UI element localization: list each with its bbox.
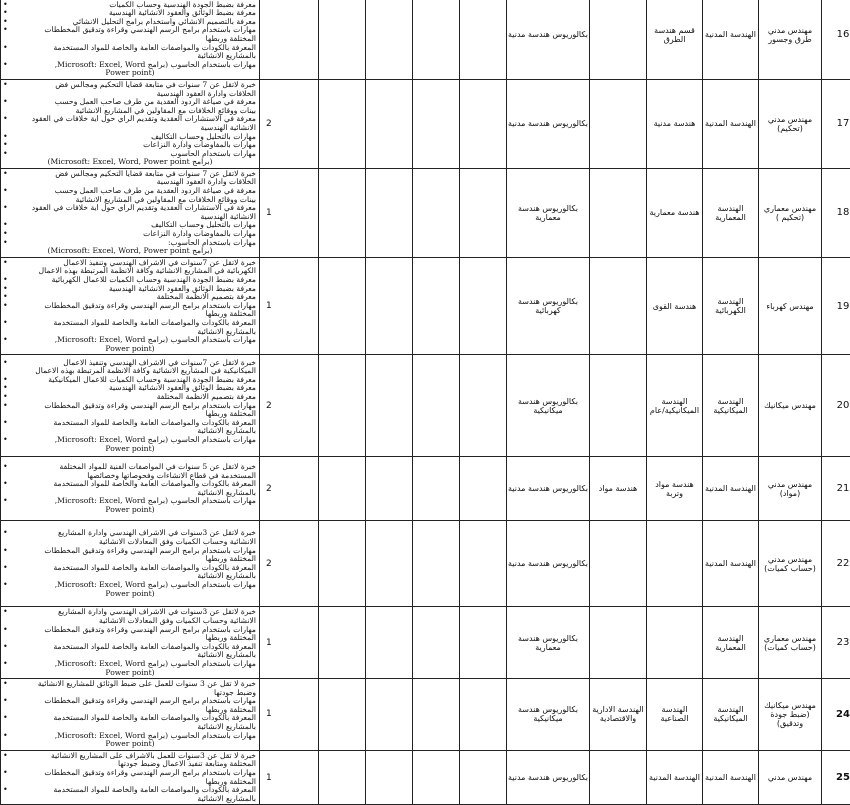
job-title-cell bbox=[759, 257, 822, 355]
jobs-table-body bbox=[1, 0, 850, 805]
row-number-cell bbox=[822, 521, 850, 607]
requirement-line: بالمشاريع الانشائية bbox=[4, 795, 256, 804]
requirement-line: المختلفة وربطها bbox=[4, 410, 256, 419]
specialization-cell bbox=[590, 679, 647, 751]
requirement-line: بينات ووقائع الخلافات مع المقاولين في المشاريع الانشائية bbox=[4, 107, 256, 116]
requirement-line: • المعرفة بالكودات والمواصفات العامة والخاصة للمواد المستخدمة bbox=[4, 480, 256, 489]
empty-cell bbox=[319, 679, 366, 751]
row-number-text: 18 bbox=[837, 207, 850, 218]
field-cell bbox=[703, 679, 759, 751]
requirement-line: (Power point bbox=[4, 669, 256, 678]
requirements-list bbox=[1, 80, 259, 168]
empty-cell bbox=[366, 457, 413, 521]
job-row bbox=[1, 750, 850, 805]
row-number-cell bbox=[822, 168, 850, 257]
field-text: الهندسة الكهربائية bbox=[715, 297, 746, 315]
requirement-line: • مهارات باستخدام برامج الرسم الهندسي وقراءة وتدقيق المخططات bbox=[4, 402, 256, 411]
requirement-line: • مهارات باستخدام برامج الرسم الهندسي وقراءة وتدقيق المخططات bbox=[4, 26, 256, 35]
job-title-cell bbox=[759, 355, 822, 457]
requirement-line: • معرفة بتصميم الانظمة المختلفة bbox=[4, 293, 256, 302]
requirement-line: • مهارات باستخدام الحاسوب: bbox=[4, 239, 256, 248]
requirement-line: الانشائية الهندسية bbox=[4, 213, 256, 222]
requirements-cell bbox=[1, 607, 260, 679]
row-number-cell bbox=[822, 0, 850, 79]
empty-cell bbox=[319, 607, 366, 679]
degree-text: بكالوريوس هندسة ميكانيكية bbox=[518, 705, 578, 723]
requirements-cell bbox=[1, 79, 260, 168]
degree-text: بكالوريوس هندسة مدنية bbox=[508, 30, 588, 39]
empty-cell bbox=[413, 457, 460, 521]
empty-cell bbox=[413, 355, 460, 457]
specialization-text: الهندسة الادارية والاقتصادية bbox=[592, 705, 643, 723]
field-text: الهندسة المدنية bbox=[705, 484, 756, 493]
department-text: قسم هندسة الطرق bbox=[654, 26, 695, 44]
degree-text: بكالوريوس هندسة ميكانيكية bbox=[518, 397, 578, 415]
empty-cell bbox=[366, 355, 413, 457]
empty-cell bbox=[460, 521, 507, 607]
job-title-text: مهندس مدني (مواد) bbox=[768, 480, 812, 498]
requirements-cell bbox=[1, 0, 260, 79]
requirement-line: • معرفة بضبط الوثائق والعقود الانشائية الهندسية bbox=[4, 384, 256, 393]
field-cell bbox=[703, 750, 759, 805]
requirement-line: • مهارات باستخدام الحاسوب (برامج Microsoft: Excel, Word, bbox=[4, 497, 256, 506]
requirement-line: بالمشاريع الانشائية bbox=[4, 328, 256, 337]
requirement-line: • خبرة لاتقل عن 7سنوات في الاشراف الهندسي وتنفيذ الاعمال bbox=[4, 359, 256, 368]
field-text: الهندسة المدنية bbox=[705, 30, 756, 39]
degree-cell bbox=[507, 607, 590, 679]
job-row bbox=[1, 257, 850, 355]
job-title-cell bbox=[759, 79, 822, 168]
requirement-line: • مهارات بالمفاوضات وادارة النزاعات bbox=[4, 230, 256, 239]
requirement-line: (Power point bbox=[4, 69, 256, 78]
degree-cell bbox=[507, 355, 590, 457]
row-number-text: 25 bbox=[836, 772, 850, 783]
department-cell bbox=[647, 521, 703, 607]
requirement-line: • مهارات باستخدام برامج الرسم الهندسي وقراءة وتدقيق المخططات bbox=[4, 302, 256, 311]
degree-text: بكالوريوس هندسة مدنية bbox=[508, 559, 588, 568]
requirements-list bbox=[1, 258, 259, 355]
specialization-cell bbox=[590, 607, 647, 679]
empty-cell bbox=[319, 0, 366, 79]
degree-cell bbox=[507, 521, 590, 607]
empty-cell bbox=[319, 457, 366, 521]
requirement-line: • مهارات باستخدام الحاسوب (برامج Microsoft: Excel, Word, bbox=[4, 732, 256, 741]
requirement-line: • معرفة بضبط الجودة الهندسية وحساب الكميات للاعمال الكهربائية bbox=[4, 276, 256, 285]
empty-cell bbox=[413, 679, 460, 751]
job-title-cell bbox=[759, 750, 822, 805]
job-row bbox=[1, 355, 850, 457]
requirement-line: بينات ووقائع الخلافات مع المقاولين في المشاريع الانشائية bbox=[4, 196, 256, 205]
row-number-cell bbox=[822, 607, 850, 679]
department-text: الهندسة المدنية bbox=[649, 773, 700, 782]
degree-text: بكالوريوس هندسة معمارية bbox=[518, 634, 578, 652]
job-title-text: مهندس ميكانيك bbox=[764, 401, 816, 410]
empty-cell bbox=[413, 521, 460, 607]
requirement-line: • المعرفة بالكودات والمواصفات العامة والخاصة للمواد المستخدمة bbox=[4, 564, 256, 573]
empty-cell bbox=[460, 79, 507, 168]
empty-cell bbox=[413, 79, 460, 168]
job-title-text: مهندس مدني طرق وجسور bbox=[768, 26, 812, 44]
requirement-line: (Power point bbox=[4, 590, 256, 599]
requirement-line: • المعرفة بالكودات والمواصفات العامة والخاصة للمواد المستخدمة bbox=[4, 419, 256, 428]
row-number-cell bbox=[822, 355, 850, 457]
job-row bbox=[1, 457, 850, 521]
count-cell: 2 bbox=[260, 457, 319, 521]
job-row bbox=[1, 168, 850, 257]
specialization-cell bbox=[590, 168, 647, 257]
requirement-line: • خبرة لا تقل عن 3 سنوات للعمل على ضبط الوثائق للمشاريع الانشائية bbox=[4, 680, 256, 689]
requirement-line: • خبرة لاتقل عن 7 سنوات في متابعة قضايا التحكيم ومجالس فض bbox=[4, 170, 256, 179]
job-row bbox=[1, 79, 850, 168]
requirement-line: بالمشاريع الانشائية bbox=[4, 427, 256, 436]
requirements-cell bbox=[1, 257, 260, 355]
department-cell bbox=[647, 607, 703, 679]
count-cell: 1 bbox=[260, 257, 319, 355]
requirements-list bbox=[1, 679, 259, 750]
department-text: هندسة مدنية bbox=[654, 119, 696, 128]
specialization-cell bbox=[590, 750, 647, 805]
empty-cell bbox=[413, 257, 460, 355]
field-cell bbox=[703, 168, 759, 257]
empty-cell bbox=[319, 750, 366, 805]
requirements-cell bbox=[1, 521, 260, 607]
job-title-cell bbox=[759, 168, 822, 257]
requirement-line: • خبرة لاتقل عن 5 سنوات في المواصفات الفنية للمواد المختلفة bbox=[4, 463, 256, 472]
count-cell: 1 bbox=[260, 679, 319, 751]
field-cell bbox=[703, 607, 759, 679]
requirement-line: • المعرفة بالكودات والمواصفات العامة والخاصة للمواد المستخدمة bbox=[4, 786, 256, 795]
requirement-line: • مهارات باستخدام برامج الرسم الهندسي وقراءة وتدقيق المخططات bbox=[4, 769, 256, 778]
requirement-line: • المعرفة بالكودات والمواصفات العامة والخاصة للمواد المستخدمة bbox=[4, 319, 256, 328]
empty-cell bbox=[366, 750, 413, 805]
requirement-line: المختلفة وربطها bbox=[4, 555, 256, 564]
department-text: هندسة مواد وتربة bbox=[655, 480, 694, 498]
requirement-line: • مهارات باستخدام الحاسوب (برامج Microsoft: Excel, Word, bbox=[4, 436, 256, 445]
requirement-line: بالمشاريع الانشائية bbox=[4, 572, 256, 581]
job-title-text: مهندس ميكانيك (ضبط جودة وتدقيق) bbox=[764, 701, 816, 728]
degree-text: بكالوريوس هندسة مدنية bbox=[508, 484, 588, 493]
requirement-line: بالمشاريع الانشائية bbox=[4, 651, 256, 660]
job-title-cell bbox=[759, 607, 822, 679]
row-number-text: 22 bbox=[837, 558, 850, 569]
job-title-cell bbox=[759, 457, 822, 521]
field-text: الهندسة الميكانيكية bbox=[713, 397, 747, 415]
field-text: الهندسة المعمارية bbox=[715, 634, 746, 652]
empty-cell bbox=[366, 679, 413, 751]
requirement-line: • المعرفة بالكودات والمواصفات العامة والخاصة للمواد المستخدمة bbox=[4, 44, 256, 53]
requirement-line: (برامج Microsoft: Excel, Word, Power point) bbox=[4, 158, 256, 167]
empty-cell bbox=[460, 679, 507, 751]
job-row bbox=[1, 0, 850, 79]
job-title-cell bbox=[759, 521, 822, 607]
requirement-line: المستخدمة في قطاع الانشاءات وفحوصاتها وخصائصها bbox=[4, 472, 256, 481]
requirements-cell bbox=[1, 750, 260, 805]
requirement-line: (Power point bbox=[4, 345, 256, 354]
requirements-cell bbox=[1, 457, 260, 521]
requirement-line: • مهارات باستخدام الحاسوب (برامج Microsoft: Excel, Word, bbox=[4, 660, 256, 669]
degree-cell bbox=[507, 750, 590, 805]
empty-cell bbox=[319, 79, 366, 168]
field-cell bbox=[703, 257, 759, 355]
job-row bbox=[1, 521, 850, 607]
requirement-line: • معرفة بالتصميم الانشائي واستخدام برامج التحليل الانشائي bbox=[4, 18, 256, 27]
job-title-text: مهندس مدني (حساب كميات) bbox=[764, 555, 816, 573]
requirement-line: • مهارات بالتحليل وحساب التكاليف bbox=[4, 221, 256, 230]
field-cell bbox=[703, 457, 759, 521]
job-row bbox=[1, 679, 850, 751]
requirement-line: المختلفة وربطها bbox=[4, 310, 256, 319]
job-title-text: مهندس معماري (تحكيم ) bbox=[764, 204, 816, 222]
specialization-cell bbox=[590, 0, 647, 79]
requirement-line: المختلفة وربطها bbox=[4, 706, 256, 715]
department-cell bbox=[647, 168, 703, 257]
requirement-line: • معرفة في الاستشارات العقدية وتقديم الرأي حول أية خلافات في العقود bbox=[4, 204, 256, 213]
field-cell bbox=[703, 79, 759, 168]
row-number-cell bbox=[822, 750, 850, 805]
requirement-line: • مهارات باستخدام الحاسوب (برامج Microsoft: Excel, Word, bbox=[4, 61, 256, 70]
empty-cell bbox=[460, 750, 507, 805]
empty-cell bbox=[413, 750, 460, 805]
requirement-line: الانشائية وحساب الكميات وفق المعادلات الانشائية bbox=[4, 538, 256, 547]
department-cell bbox=[647, 257, 703, 355]
empty-cell bbox=[460, 355, 507, 457]
requirement-line: • خبرة لاتقل عن 3سنوات في الاشراف الهندسي وادارة المشاريع bbox=[4, 529, 256, 538]
specialization-cell bbox=[590, 457, 647, 521]
requirement-line: الميكانيكية في المشاريع الانشائية وكافة الانظمة المرتبطة بهذه الاعمال bbox=[4, 367, 256, 376]
degree-text: بكالوريوس هندسة مدنية bbox=[508, 773, 588, 782]
requirement-line: المختلفة وربطها bbox=[4, 35, 256, 44]
requirement-line: الخلافات وادارة العقود الهندسية bbox=[4, 90, 256, 99]
requirement-line: (برامج Microsoft: Excel, Word, Power point) bbox=[4, 247, 256, 256]
degree-cell bbox=[507, 679, 590, 751]
department-cell bbox=[647, 79, 703, 168]
row-number-text: 23 bbox=[837, 637, 850, 648]
requirements-list bbox=[1, 751, 259, 805]
requirements-list bbox=[1, 169, 259, 257]
requirements-cell bbox=[1, 168, 260, 257]
empty-cell bbox=[460, 0, 507, 79]
empty-cell bbox=[366, 79, 413, 168]
field-text: الهندسة المدنية bbox=[705, 559, 756, 568]
requirement-line: • معرفة في صياغة الردود العقدية من طرف صاحب العمل وحسب bbox=[4, 98, 256, 107]
empty-cell bbox=[460, 168, 507, 257]
degree-cell bbox=[507, 79, 590, 168]
job-title-text: مهندس كهرباء bbox=[766, 302, 813, 311]
degree-cell bbox=[507, 0, 590, 79]
count-cell: 1 bbox=[260, 168, 319, 257]
requirement-line: بالمشاريع الانشائية bbox=[4, 723, 256, 732]
count-cell bbox=[260, 0, 319, 79]
department-text: الهندسة الميكانيكية/عام bbox=[650, 397, 699, 415]
empty-cell bbox=[413, 0, 460, 79]
requirement-line: • معرفة في الاستشارات العقدية وتقديم الرأي حول أية خلافات في العقود bbox=[4, 115, 256, 124]
requirement-line: • معرفة بضبط الجودة الهندسية وحساب الكميات bbox=[4, 1, 256, 10]
field-text: الهندسة المعمارية bbox=[715, 204, 746, 222]
requirements-list bbox=[1, 607, 259, 678]
degree-text: بكالوريوس هندسة مدنية bbox=[508, 119, 588, 128]
requirement-line: • مهارات باستخدام برامج الرسم الهندسي وقراءة وتدقيق المخططات bbox=[4, 697, 256, 706]
specialization-cell bbox=[590, 355, 647, 457]
requirement-line: الكهربائية في المشاريع الانشائية وكافة الانظمة المرتبطة بهذه الاعمال bbox=[4, 267, 256, 276]
requirement-line: (Power point bbox=[4, 445, 256, 454]
requirement-line: • معرفة بضبط الوثائق والعقود الانشائية الهندسية bbox=[4, 9, 256, 18]
department-text: هندسة القوى bbox=[653, 302, 696, 311]
field-text: الهندسة المدنية bbox=[705, 119, 756, 128]
empty-cell bbox=[413, 168, 460, 257]
empty-cell bbox=[413, 607, 460, 679]
degree-text: بكالوريوس هندسة كهربائية bbox=[518, 297, 578, 315]
requirements-list bbox=[1, 358, 259, 455]
requirement-line: • مهارات بالمفاوضات وادارة النزاعات bbox=[4, 141, 256, 150]
requirements-list bbox=[1, 462, 259, 516]
row-number-text: 19 bbox=[837, 301, 850, 312]
department-cell bbox=[647, 0, 703, 79]
requirement-line: بالمشاريع الانشائية bbox=[4, 52, 256, 61]
requirement-line: (Power point bbox=[4, 506, 256, 515]
requirement-line: • خبرة لاتقل عن 3سنوات في الاشراف الهندسي وادارة المشاريع bbox=[4, 608, 256, 617]
department-cell bbox=[647, 750, 703, 805]
requirement-line: • مهارات بالتحليل وحساب التكاليف bbox=[4, 133, 256, 142]
requirement-line: • معرفة بتصميم الانظمة المختلفة bbox=[4, 393, 256, 402]
requirement-line: • معرفة في صياغة الردود العقدية من طرف صاحب العمل وحسب bbox=[4, 187, 256, 196]
requirement-line: (Power point bbox=[4, 740, 256, 749]
empty-cell bbox=[366, 0, 413, 79]
requirement-line: المختلفة وربطها bbox=[4, 778, 256, 787]
requirement-line: • مهارات باستخدام برامج الرسم الهندسي وقراءة وتدقيق المخططات bbox=[4, 626, 256, 635]
row-number-text: 17 bbox=[837, 118, 850, 129]
department-cell bbox=[647, 355, 703, 457]
requirement-line: الانشائية الهندسية bbox=[4, 124, 256, 133]
empty-cell bbox=[366, 257, 413, 355]
requirement-line: • معرفة بضبط الوثائق والعقود الانشائية الهندسية bbox=[4, 285, 256, 294]
requirement-line: • معرفة بضبط الجودة الهندسية وحساب الكميات للاعمال الميكانيكية bbox=[4, 376, 256, 385]
count-cell: 2 bbox=[260, 521, 319, 607]
requirement-line: • خبرة لاتقل عن 7سنوات في الاشراف الهندسي وتنفيذ الاعمال bbox=[4, 259, 256, 268]
requirement-line: الخلافات وادارة العقود الهندسية bbox=[4, 178, 256, 187]
department-text: هندسة معمارية bbox=[650, 208, 700, 217]
requirement-line: • مهارات باستخدام الحاسوب (برامج Microsoft: Excel, Word, bbox=[4, 581, 256, 590]
row-number-text: 21 bbox=[837, 483, 850, 494]
row-number-text: 24 bbox=[836, 709, 850, 720]
empty-cell bbox=[366, 168, 413, 257]
empty-cell bbox=[319, 355, 366, 457]
department-cell bbox=[647, 679, 703, 751]
requirements-cell bbox=[1, 355, 260, 457]
degree-cell bbox=[507, 457, 590, 521]
requirement-line: • مهارات باستخدام الحاسوب bbox=[4, 150, 256, 159]
empty-cell bbox=[460, 257, 507, 355]
empty-cell bbox=[319, 521, 366, 607]
job-row bbox=[1, 607, 850, 679]
requirement-line: • المعرفة بالكودات والمواصفات العامة والخاصة للمواد المستخدمة bbox=[4, 714, 256, 723]
requirements-cell bbox=[1, 679, 260, 751]
field-text: الهندسة الميكانيكية bbox=[713, 705, 747, 723]
requirement-line: • مهارات باستخدام الحاسوب (برامج Microsoft: Excel, Word, bbox=[4, 336, 256, 345]
empty-cell bbox=[366, 521, 413, 607]
degree-cell bbox=[507, 168, 590, 257]
field-cell bbox=[703, 355, 759, 457]
empty-cell bbox=[319, 257, 366, 355]
requirement-line: وضبط جودتها bbox=[4, 689, 256, 698]
specialization-cell bbox=[590, 521, 647, 607]
job-title-cell bbox=[759, 0, 822, 79]
specialization-cell bbox=[590, 79, 647, 168]
job-title-text: مهندس معماري (حساب كميات) bbox=[764, 634, 816, 652]
department-text: الهندسة الصناعية bbox=[661, 705, 689, 723]
row-number-text: 20 bbox=[837, 400, 850, 411]
requirement-line: • مهارات باستخدام برامج الرسم الهندسي وقراءة وتدقيق المخططات bbox=[4, 547, 256, 556]
count-cell: 2 bbox=[260, 355, 319, 457]
empty-cell bbox=[460, 607, 507, 679]
job-title-text: مهندس مدني bbox=[768, 773, 812, 782]
job-title-text: مهندس مدني (تحكيم) bbox=[768, 115, 812, 133]
requirement-line: المختلفة وربطها bbox=[4, 634, 256, 643]
row-number-cell bbox=[822, 257, 850, 355]
requirement-line: • خبرة لا تقل عن 3سنوات للعمل بالاشراف على المشاريع الانشائية bbox=[4, 752, 256, 761]
row-number-cell bbox=[822, 79, 850, 168]
requirement-line: بالمشاريع الانشائية bbox=[4, 489, 256, 498]
empty-cell bbox=[460, 457, 507, 521]
requirement-line: • خبرة لاتقل عن 7 سنوات في متابعة قضايا التحكيم ومجالس فض bbox=[4, 81, 256, 90]
requirement-line: المختلفة ومتابعة تنفيذ الاعمال وضبط جودتها bbox=[4, 760, 256, 769]
empty-cell bbox=[366, 607, 413, 679]
job-title-cell bbox=[759, 679, 822, 751]
row-number-text: 16 bbox=[837, 29, 850, 40]
requirements-list bbox=[1, 0, 259, 79]
degree-cell bbox=[507, 257, 590, 355]
row-number-cell bbox=[822, 457, 850, 521]
department-cell bbox=[647, 457, 703, 521]
empty-cell bbox=[319, 168, 366, 257]
specialization-text: هندسة مواد bbox=[599, 484, 638, 493]
field-text: الهندسة المدنية bbox=[705, 773, 756, 782]
specialization-cell bbox=[590, 257, 647, 355]
requirements-list bbox=[1, 528, 259, 599]
requirement-line: الانشائية وحساب الكميات وفق المعادلات الانشائية bbox=[4, 617, 256, 626]
count-cell: 1 bbox=[260, 607, 319, 679]
requirement-line: • المعرفة بالكودات والمواصفات العامة والخاصة للمواد المستخدمة bbox=[4, 643, 256, 652]
field-cell bbox=[703, 0, 759, 79]
field-cell bbox=[703, 521, 759, 607]
count-cell: 2 bbox=[260, 79, 319, 168]
count-cell: 1 bbox=[260, 750, 319, 805]
row-number-cell bbox=[822, 679, 850, 751]
degree-text: بكالوريوس هندسة معمارية bbox=[518, 204, 578, 222]
